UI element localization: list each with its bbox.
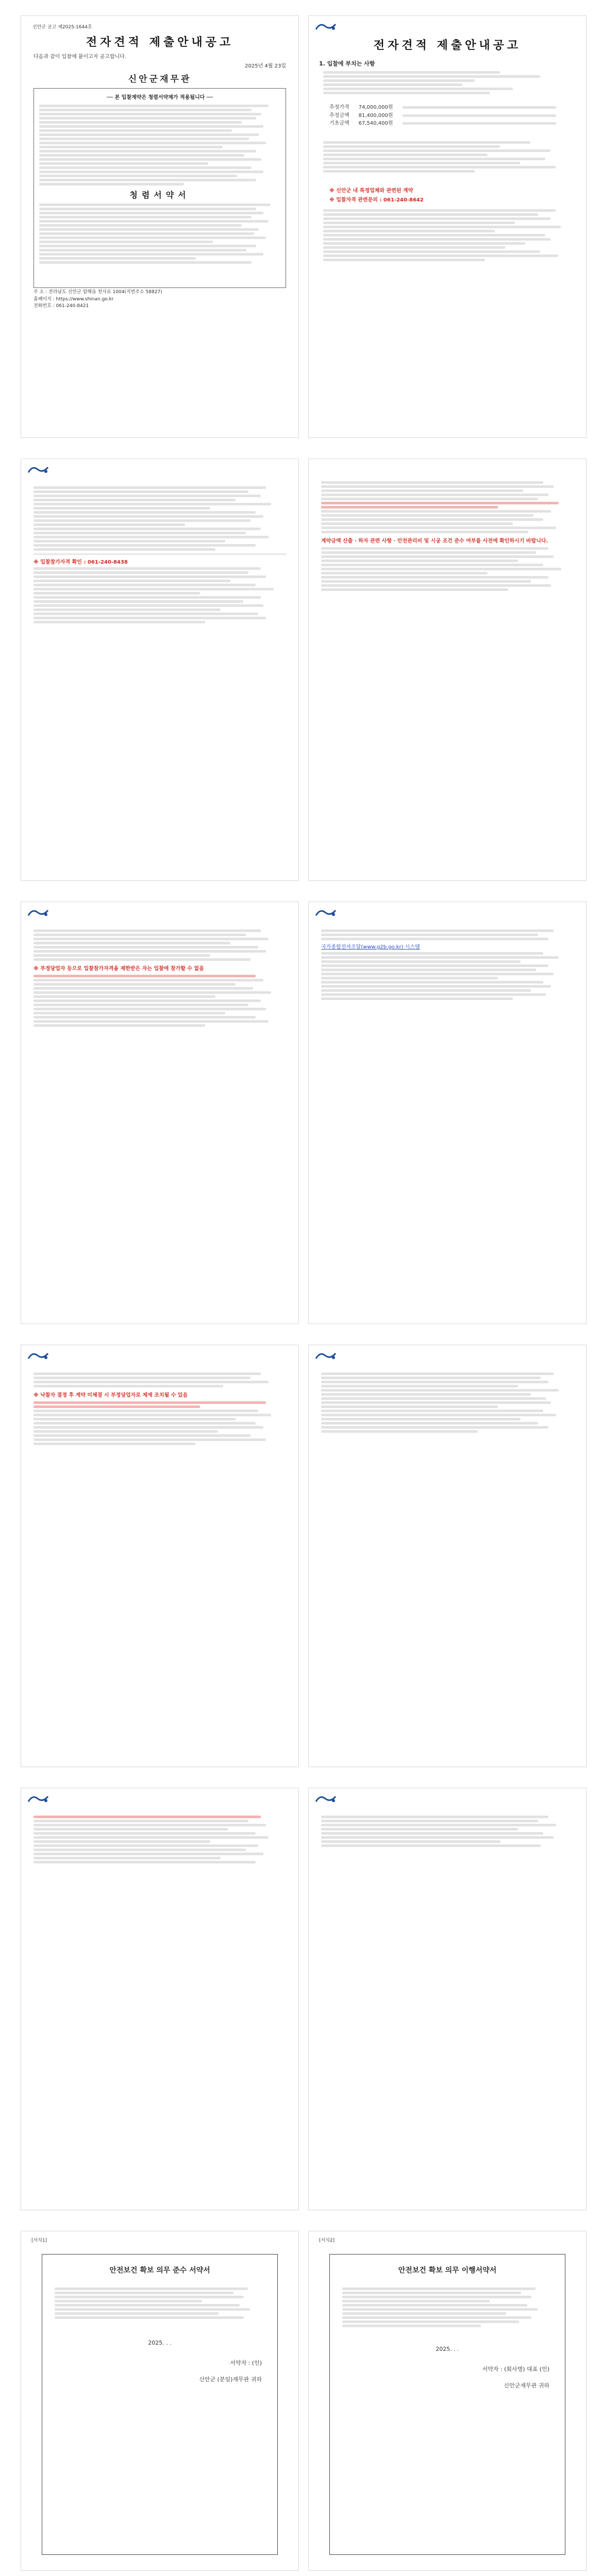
- notice-page-7: [21, 1345, 299, 1767]
- footer-phone: 전화번호 : 061-240-8421: [34, 303, 89, 309]
- shinan-logo-icon: [27, 1793, 50, 1805]
- pledge-section-title: ── 본 입찰계약은 청렴서약제가 적용됩니다 ──: [107, 95, 213, 100]
- page-9-body: [34, 1814, 286, 1865]
- shinan-logo-icon: [27, 1350, 50, 1362]
- notice-page-8: [308, 1345, 587, 1767]
- org-name: 신안군재무관: [128, 74, 192, 84]
- notice-date: 2025년 4월 23일: [245, 63, 286, 69]
- notice-page-3: [21, 459, 299, 881]
- form-date: 2025. . .: [436, 2346, 459, 2352]
- page-8-body: [321, 1371, 574, 1434]
- page-7-highlight: ※ 낙찰자 결정 후 계약 미체결 시 부정당업자로 제재 조치될 수 있음: [34, 1393, 188, 1398]
- form-1-body: [55, 2287, 265, 2319]
- shinan-logo-icon: [315, 907, 338, 919]
- shinan-logo-icon: [315, 1793, 338, 1805]
- form-2-body: [342, 2287, 553, 2327]
- page-5-highlight: ※ 부정당업자 등으로 입찰참가자격을 제한받은 자는 입찰에 참가할 수 없음: [34, 966, 204, 972]
- form-tag: [서식1]: [31, 2238, 47, 2243]
- form-sign-line[interactable]: 서약자 : (회사명) 대표 (인): [482, 2366, 549, 2372]
- notice-page-6: [308, 902, 587, 1324]
- amount-label: 기초금액: [329, 121, 349, 126]
- notice-page-10: [308, 1788, 587, 2210]
- form-tag: [서식2]: [319, 2238, 335, 2243]
- form-1-page: [21, 2231, 299, 2571]
- shinan-logo-icon: [315, 21, 338, 32]
- notice-footer: [34, 289, 162, 310]
- form-sign-line[interactable]: 서약자 : (인): [230, 2360, 262, 2366]
- pledge-title: 청렴서약서: [129, 190, 190, 200]
- amount-value: 67,540,400원: [358, 121, 393, 126]
- form-date: 2025. . .: [148, 2340, 172, 2346]
- notice-page-5: [21, 902, 299, 1324]
- amount-label: 추정가격: [329, 105, 349, 110]
- section-2-lines: [323, 140, 576, 174]
- amount-row: [329, 112, 556, 120]
- page-title: 전자견적 제출안내공고: [86, 36, 234, 49]
- notice-header: [32, 24, 92, 31]
- g2b-link[interactable]: 국가종합전자조달(www.g2b.go.kr) 시스템: [321, 944, 420, 950]
- highlight-text-1: ※ 신안군 내 특정업체와 관련된 계약: [329, 188, 413, 194]
- notice-page-1: [21, 15, 299, 438]
- notice-page-4: [308, 459, 587, 881]
- notice-number: 신안군 공고 제2025-1644호: [32, 25, 92, 30]
- amount-value: 74,000,000원: [358, 105, 393, 110]
- pledge-box: [34, 88, 286, 288]
- shinan-logo-icon: [27, 464, 50, 476]
- shinan-logo-icon: [27, 907, 50, 919]
- page-5-body: [34, 928, 286, 1028]
- amount-table: [329, 104, 556, 128]
- page-6-body: [321, 928, 574, 1002]
- form-title: 안전보건 확보 의무 준수 서약서: [109, 2266, 210, 2275]
- form-1-box: [42, 2254, 278, 2555]
- notice-page-9: [21, 1788, 299, 2210]
- highlight-text-2: ※ 입찰자격 관련문의 : 061-240-8642: [329, 197, 424, 203]
- page-title-right: 전자견적 제출안내공고: [373, 39, 522, 52]
- amount-row: [329, 104, 556, 112]
- page-4-highlight: 계약금액 산출 · 하자 관련 사항 · 안전관리비 및 시공 조건 준수 여부를 사전에 확인하시기 바랍니다.: [321, 538, 548, 544]
- page-3-highlight: ※ 입찰참가자격 확인 : 061-240-8438: [34, 560, 128, 565]
- notice-intro: 다음과 같이 입찰에 붙이고자 공고합니다.: [34, 54, 127, 60]
- footer-homepage: 홈페이지 : https://www.shinan.go.kr: [34, 296, 114, 302]
- page-4-body: [321, 480, 574, 592]
- form-title: 안전보건 확보 의무 이행서약서: [398, 2266, 497, 2275]
- amount-label: 추정금액: [329, 112, 349, 118]
- page-7-body: [34, 1371, 286, 1447]
- page-3-body: [34, 485, 286, 625]
- form-2-box: [329, 2254, 565, 2555]
- pledge-body-lines: [39, 204, 280, 264]
- amount-value: 81,400,000원: [358, 112, 393, 118]
- pledge-text-lines: [39, 105, 280, 185]
- section-1-heading: 1. 입찰에 부치는 사항: [319, 60, 375, 67]
- form-recipient: 신안군 (분임)재무관 귀하: [199, 2376, 262, 2383]
- section-3-lines: [323, 208, 576, 263]
- page-10-body: [321, 1814, 574, 1849]
- notice-page-2: [308, 15, 587, 438]
- footer-address: 주 소 : 전라남도 신안군 압해읍 천사로 1004(지번주소 58827): [34, 290, 162, 295]
- section-1-lines: [323, 70, 576, 96]
- form-recipient: 신안군재무관 귀하: [504, 2382, 549, 2389]
- shinan-logo-icon: [315, 1350, 338, 1362]
- form-2-page: [308, 2231, 587, 2571]
- amount-row: [329, 120, 556, 128]
